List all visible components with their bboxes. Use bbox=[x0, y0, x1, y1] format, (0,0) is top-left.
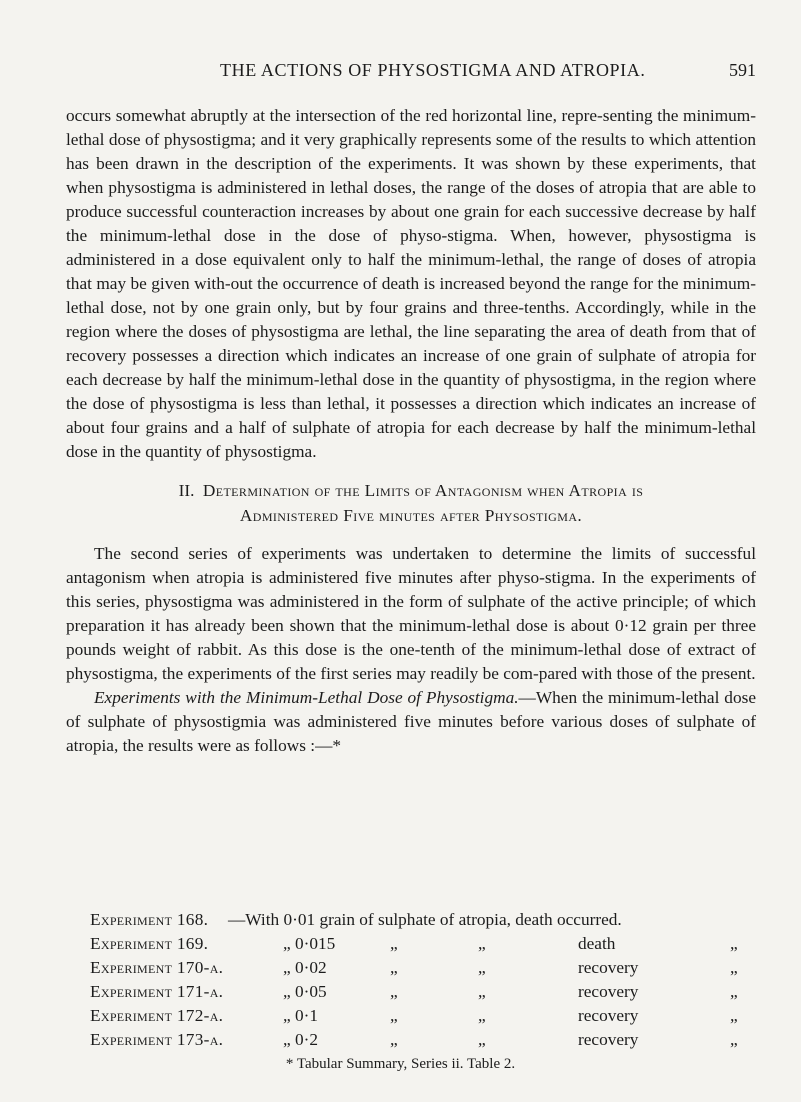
paragraph-minimum-lethal bbox=[66, 686, 756, 758]
ditto-mark: „ bbox=[390, 982, 398, 1001]
experiment-row bbox=[90, 1004, 770, 1028]
ditto-mark: „ bbox=[730, 934, 738, 953]
experiment-label: Experiment 171-a. bbox=[90, 982, 224, 1001]
ditto-mark: „ bbox=[478, 1030, 486, 1049]
experiment-row bbox=[90, 908, 770, 932]
footnote: * Tabular Summary, Series ii. Table 2. bbox=[285, 1056, 516, 1072]
experiment-label: Experiment 173-a. bbox=[90, 1030, 224, 1049]
experiment-outcome: recovery bbox=[578, 1030, 639, 1049]
ditto-mark: „ bbox=[390, 934, 398, 953]
ditto-mark: „ bbox=[478, 982, 486, 1001]
experiment-label: Experiment 168. bbox=[90, 910, 209, 929]
experiment-row bbox=[90, 932, 770, 956]
italic-subheading: Experiments with the Minimum-Lethal Dose of Physostigma. bbox=[94, 688, 519, 707]
experiment-amount: „ 0·015 bbox=[283, 934, 336, 953]
experiment-amount: „ 0·02 bbox=[283, 958, 327, 977]
experiment-outcome: recovery bbox=[578, 982, 639, 1001]
ditto-mark: „ bbox=[478, 958, 486, 977]
experiment-row bbox=[90, 956, 770, 980]
ditto-mark: „ bbox=[730, 958, 738, 977]
section-heading bbox=[66, 478, 756, 528]
ditto-mark: „ bbox=[730, 1006, 738, 1025]
section-title-line1: Determination of the Limits of Antagonism when Atropia is bbox=[202, 481, 644, 500]
running-head bbox=[66, 60, 756, 84]
experiment-label: Experiment 172-a. bbox=[90, 1006, 224, 1025]
paragraph-minimum-lethal-text: —When the minimum-lethal dose of sulphate of physostigmia was administered five minutes before various doses of sulphate of atropia, the results were as follows :—* bbox=[66, 688, 756, 755]
experiment-detail: —With 0·01 grain of sulphate of atropia, death occurred. bbox=[228, 910, 622, 929]
ditto-mark: „ bbox=[390, 958, 398, 977]
page-number: 591 bbox=[729, 60, 756, 80]
paragraph-continuation: occurs somewhat abruptly at the intersection of the red horizontal line, repre-senting the minimum-lethal dose of physostigma; and it very graphically represents some of the results to which attention has been drawn in the description of the experiments. It was shown by these experiments, that when physostigma is administered in lethal doses, the range of the doses of atropia that are able to produce successful counteraction increases by about one grain for each successive decrease by half the minimum-lethal dose in the dose of physo-stigma. When, however, physostigma is administered in a dose equivalent only to half the minimum-lethal, the range of doses of atropia that may be given with-out the occurrence of death is increased beyond the range for the minimum-lethal dose, not by one grain only, but by four grains and three-tenths. Accordingly, while in the region where the doses of physostigma are lethal, the line separating the area of death from that of recovery possesses a direction which indicates an increase of one grain of sulphate of atropia for each decrease by half the minimum-lethal dose in the quantity of physostigma, in the region where the dose of physostigma is less than lethal, it possesses a direction which indicates an increase of about four grains and a half of sulphate of atropia for each decrease by half the minimum-lethal dose in the quantity of physostigma. bbox=[66, 106, 756, 461]
experiment-amount: „ 0·05 bbox=[283, 982, 327, 1001]
experiment-label: Experiment 169. bbox=[90, 934, 209, 953]
section-number: II. bbox=[178, 481, 195, 500]
ditto-mark: „ bbox=[478, 934, 486, 953]
experiment-row bbox=[90, 980, 770, 1004]
experiment-amount: „ 0·2 bbox=[283, 1030, 319, 1049]
experiment-outcome: recovery bbox=[578, 1006, 639, 1025]
body-text bbox=[66, 104, 756, 758]
experiment-amount: „ 0·1 bbox=[283, 1006, 319, 1025]
ditto-mark: „ bbox=[390, 1006, 398, 1025]
running-title: THE ACTIONS OF PHYSOSTIGMA AND ATROPIA. bbox=[220, 60, 646, 80]
experiment-outcome: death bbox=[578, 934, 616, 953]
paragraph-series-intro: The second series of experiments was undertaken to determine the limits of successful antagonism when atropia is administered five minutes after physo-stigma. In the experiments of this series, physostigma was administered in the form of sulphate of the active principle; of which preparation it has already been shown that the minimum-lethal dose is about 0·12 grain per three pounds weight of rabbit. As this dose is the one-tenth of the minimum-lethal dose of extract of physostigma, the experiments of the first series may readily be com-pared with those of the present. bbox=[66, 544, 756, 683]
ditto-mark: „ bbox=[478, 1006, 486, 1025]
experiment-label: Experiment 170-a. bbox=[90, 958, 224, 977]
experiment-row bbox=[90, 1028, 770, 1052]
experiment-list bbox=[90, 908, 770, 1052]
experiment-outcome: recovery bbox=[578, 958, 639, 977]
ditto-mark: „ bbox=[730, 982, 738, 1001]
ditto-mark: „ bbox=[390, 1030, 398, 1049]
section-title-line2: Administered Five minutes after Physostigma. bbox=[239, 506, 583, 525]
ditto-mark: „ bbox=[730, 1030, 738, 1049]
